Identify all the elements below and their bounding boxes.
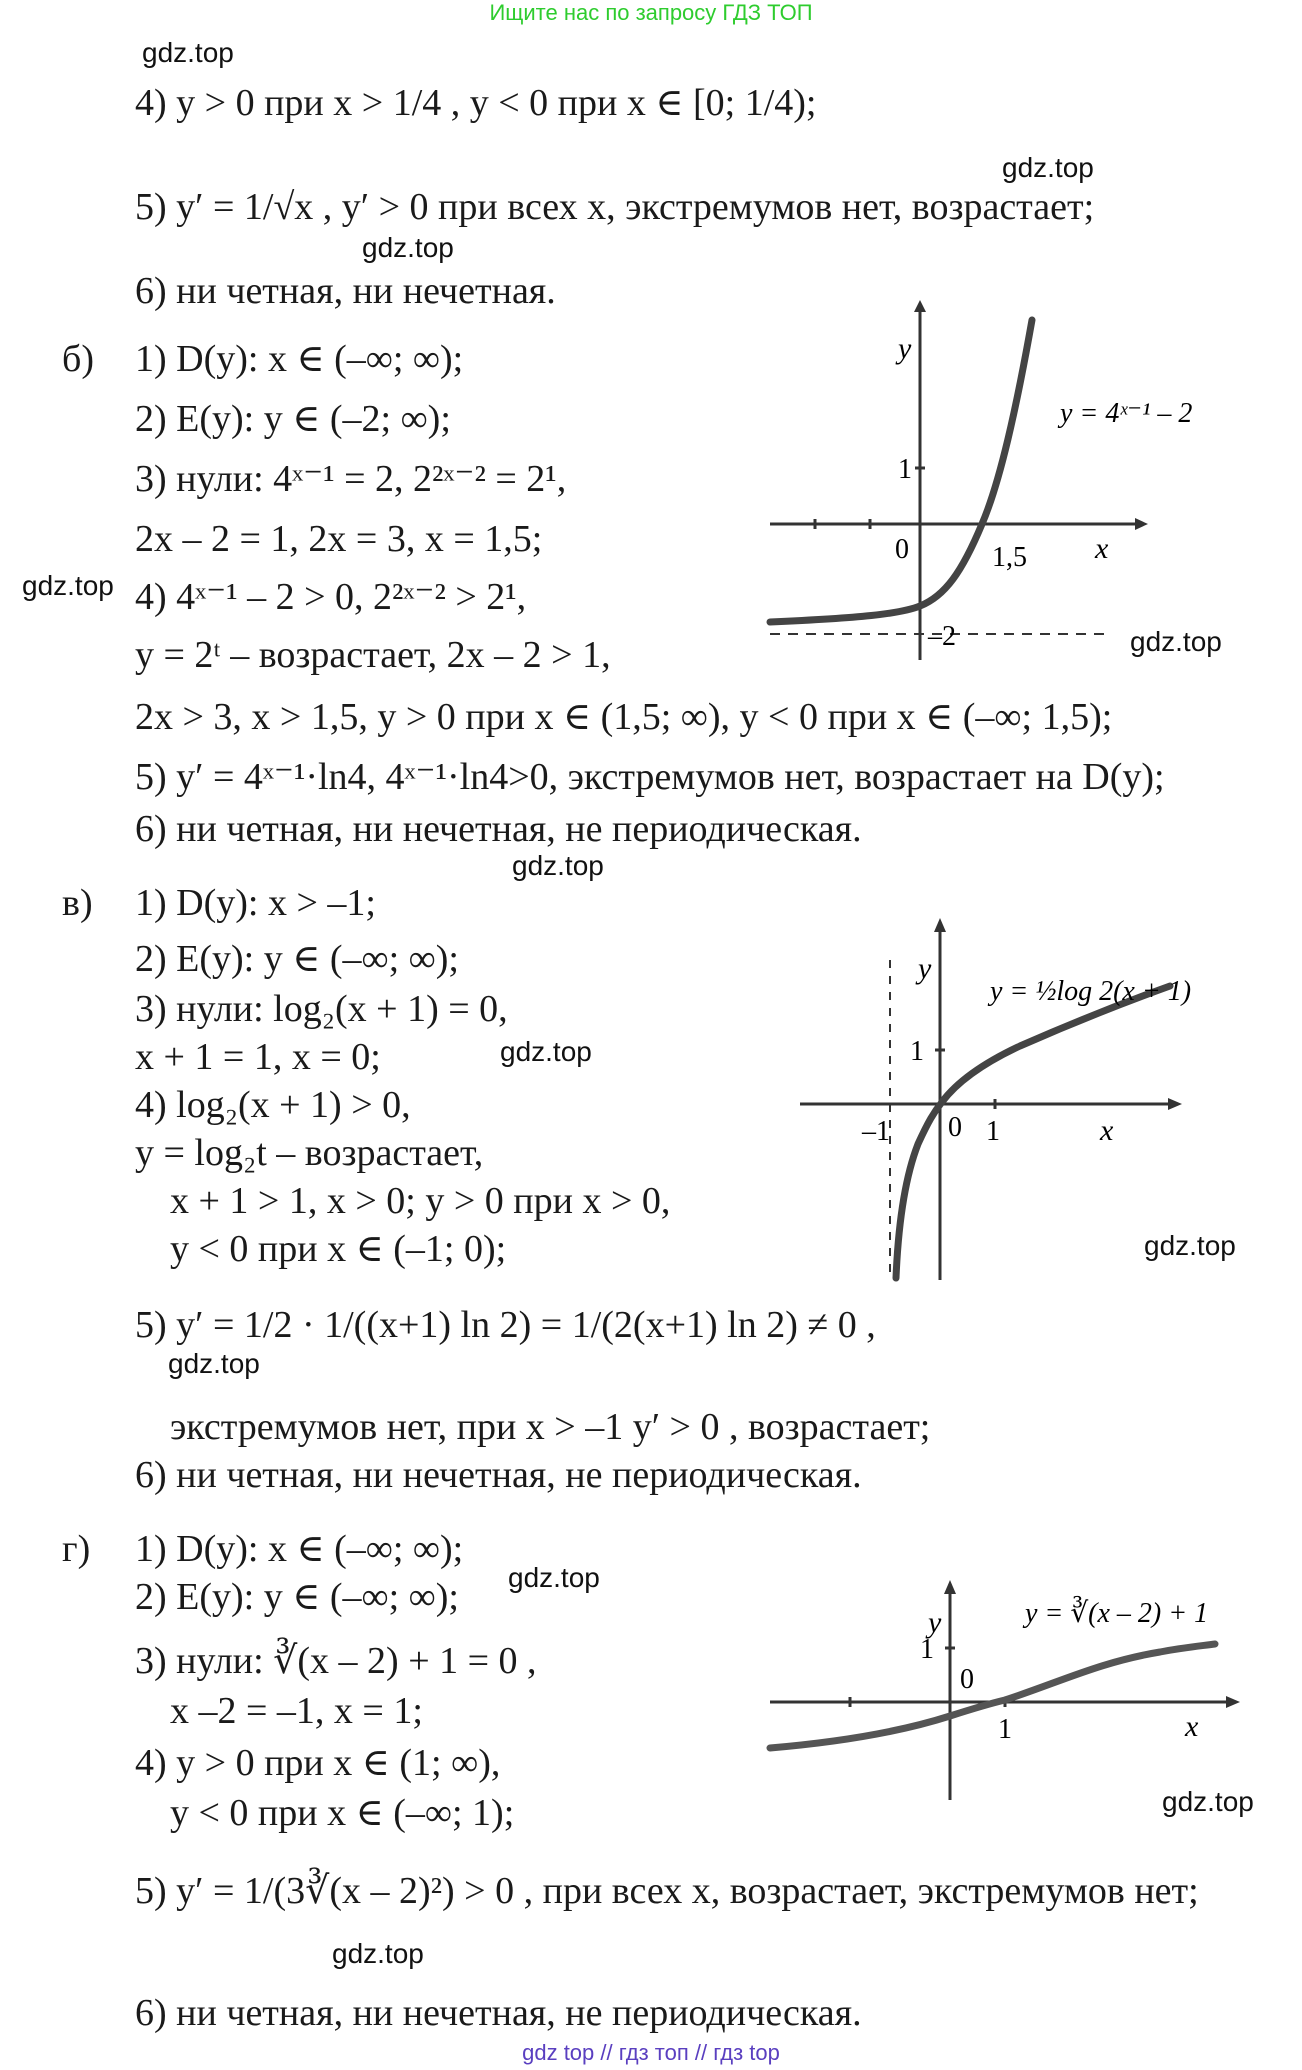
watermark: gdz.top bbox=[362, 232, 454, 263]
line-b2: 2) E(y): y ∈ (–2; ∞); bbox=[135, 398, 451, 440]
watermark: gdz.top bbox=[1130, 626, 1222, 657]
graph-b-asymptote: –2 bbox=[928, 621, 956, 652]
watermark: gdz.top bbox=[508, 1562, 600, 1593]
line-a4: 4) y > 0 при x > 1/4 , y < 0 при x ∈ [0; 1/4); bbox=[135, 82, 817, 124]
line-b6: 6) ни четная, ни нечетная, не периодическая. bbox=[135, 808, 862, 850]
line-v5b: экстремумов нет, при x > –1 y′ > 0 , возрастает; bbox=[170, 1406, 931, 1448]
line-v2: 2) E(y): y ∈ (–∞; ∞); bbox=[135, 938, 459, 980]
watermark: gdz.top bbox=[168, 1348, 260, 1379]
graph-g-x-label: x bbox=[1185, 1710, 1199, 1743]
line-b3b: 2x – 2 = 1, 2x = 3, x = 1,5; bbox=[135, 518, 543, 560]
line-b1: 1) D(y): x ∈ (–∞; ∞); bbox=[135, 338, 464, 380]
graph-g-formula: y = ∛(x – 2) + 1 bbox=[1025, 1598, 1209, 1629]
graph-v-minus-one: –1 bbox=[862, 1116, 890, 1147]
bottom-banner: gdz top // гдз топ // гдз top bbox=[522, 2040, 780, 2065]
graph-v-one-y: 1 bbox=[910, 1036, 924, 1067]
line-b3: 3) нули: 4ˣ⁻¹ = 2, 2²ˣ⁻² = 2¹, bbox=[135, 458, 567, 500]
line-v4: 4) log₂(x + 1) > 0, bbox=[135, 1084, 411, 1126]
graph-b-x-label: x bbox=[1095, 532, 1109, 565]
line-g4b: y < 0 при x ∈ (–∞; 1); bbox=[170, 1792, 515, 1834]
graph-b-zero: 0 bbox=[895, 534, 909, 565]
watermark: gdz.top bbox=[332, 1938, 424, 1969]
line-g4: 4) y > 0 при x ∈ (1; ∞), bbox=[135, 1742, 501, 1784]
graph-b-root: 1,5 bbox=[992, 542, 1027, 573]
graph-g bbox=[760, 1570, 1240, 1820]
line-b4c: 2x > 3, x > 1,5, y > 0 при x ∈ (1,5; ∞), y < 0 при x ∈ (–∞; 1,5); bbox=[135, 696, 1113, 738]
line-a6: 6) ни четная, ни нечетная. bbox=[135, 270, 556, 312]
line-v1: 1) D(y): x > –1; bbox=[135, 882, 376, 924]
watermark: gdz.top bbox=[512, 850, 604, 881]
watermark: gdz.top bbox=[1162, 1786, 1254, 1817]
line-a5: 5) y′ = 1/√x , y′ > 0 при всех x, экстремумов нет, возрастает; bbox=[135, 186, 1095, 228]
graph-g-y-label: y bbox=[928, 1606, 942, 1639]
watermark: gdz.top bbox=[1002, 152, 1094, 183]
line-b4b: y = 2ᵗ – возрастает, 2x – 2 > 1, bbox=[135, 634, 611, 676]
graph-v-x-label: x bbox=[1100, 1114, 1114, 1147]
line-v3: 3) нули: log₂(x + 1) = 0, bbox=[135, 988, 508, 1030]
line-v4c: x + 1 > 1, x > 0; y > 0 при x > 0, bbox=[170, 1180, 671, 1222]
line-v3b: x + 1 = 1, x = 0; bbox=[135, 1036, 381, 1078]
line-b5: 5) y′ = 4ˣ⁻¹·ln4, 4ˣ⁻¹·ln4>0, экстремумов нет, возрастает на D(y); bbox=[135, 756, 1165, 798]
graph-v-one-x: 1 bbox=[986, 1116, 1000, 1147]
section-label-g: г) bbox=[62, 1528, 91, 1570]
line-v6: 6) ни четная, ни нечетная, не периодическая. bbox=[135, 1454, 862, 1496]
line-g6: 6) ни четная, ни нечетная, не периодическая. bbox=[135, 1992, 862, 2034]
graph-v-zero: 0 bbox=[948, 1112, 962, 1143]
line-g2: 2) E(y): y ∈ (–∞; ∞); bbox=[135, 1576, 459, 1618]
section-label-b: б) bbox=[62, 338, 94, 380]
graph-v bbox=[800, 900, 1280, 1280]
line-g1: 1) D(y): x ∈ (–∞; ∞); bbox=[135, 1528, 464, 1570]
watermark: gdz.top bbox=[22, 570, 114, 601]
graph-b-y-label: y bbox=[898, 332, 912, 365]
line-g3b: x –2 = –1, x = 1; bbox=[170, 1690, 423, 1732]
watermark: gdz.top bbox=[500, 1036, 592, 1067]
graph-g-one-x: 1 bbox=[998, 1714, 1012, 1745]
line-v5: 5) y′ = 1/2 · 1/((x+1) ln 2) = 1/(2(x+1) ln 2) ≠ 0 , bbox=[135, 1304, 876, 1346]
graph-g-zero: 0 bbox=[960, 1664, 974, 1695]
graph-g-one-y: 1 bbox=[920, 1634, 934, 1665]
top-banner: Ищите нас по запросу ГДЗ ТОП bbox=[489, 0, 813, 25]
line-g5: 5) y′ = 1/(3∛(x – 2)²) > 0 , при всех x, возрастает, экстремумов нет; bbox=[135, 1870, 1199, 1912]
line-v4b: y = log₂t – возрастает, bbox=[135, 1132, 484, 1174]
watermark: gdz.top bbox=[142, 37, 234, 68]
graph-b-formula: y = 4ˣ⁻¹ – 2 bbox=[1060, 398, 1193, 429]
watermark: gdz.top bbox=[1144, 1230, 1236, 1261]
graph-b-one: 1 bbox=[898, 454, 912, 485]
line-g3: 3) нули: ∛(x – 2) + 1 = 0 , bbox=[135, 1640, 537, 1682]
graph-v-y-label: y bbox=[918, 952, 932, 985]
line-v4d: y < 0 при x ∈ (–1; 0); bbox=[170, 1228, 507, 1270]
graph-v-formula: y = ½log 2(x + 1) bbox=[990, 976, 1192, 1007]
line-b4: 4) 4ˣ⁻¹ – 2 > 0, 2²ˣ⁻² > 2¹, bbox=[135, 576, 527, 618]
section-label-v: в) bbox=[62, 882, 93, 924]
